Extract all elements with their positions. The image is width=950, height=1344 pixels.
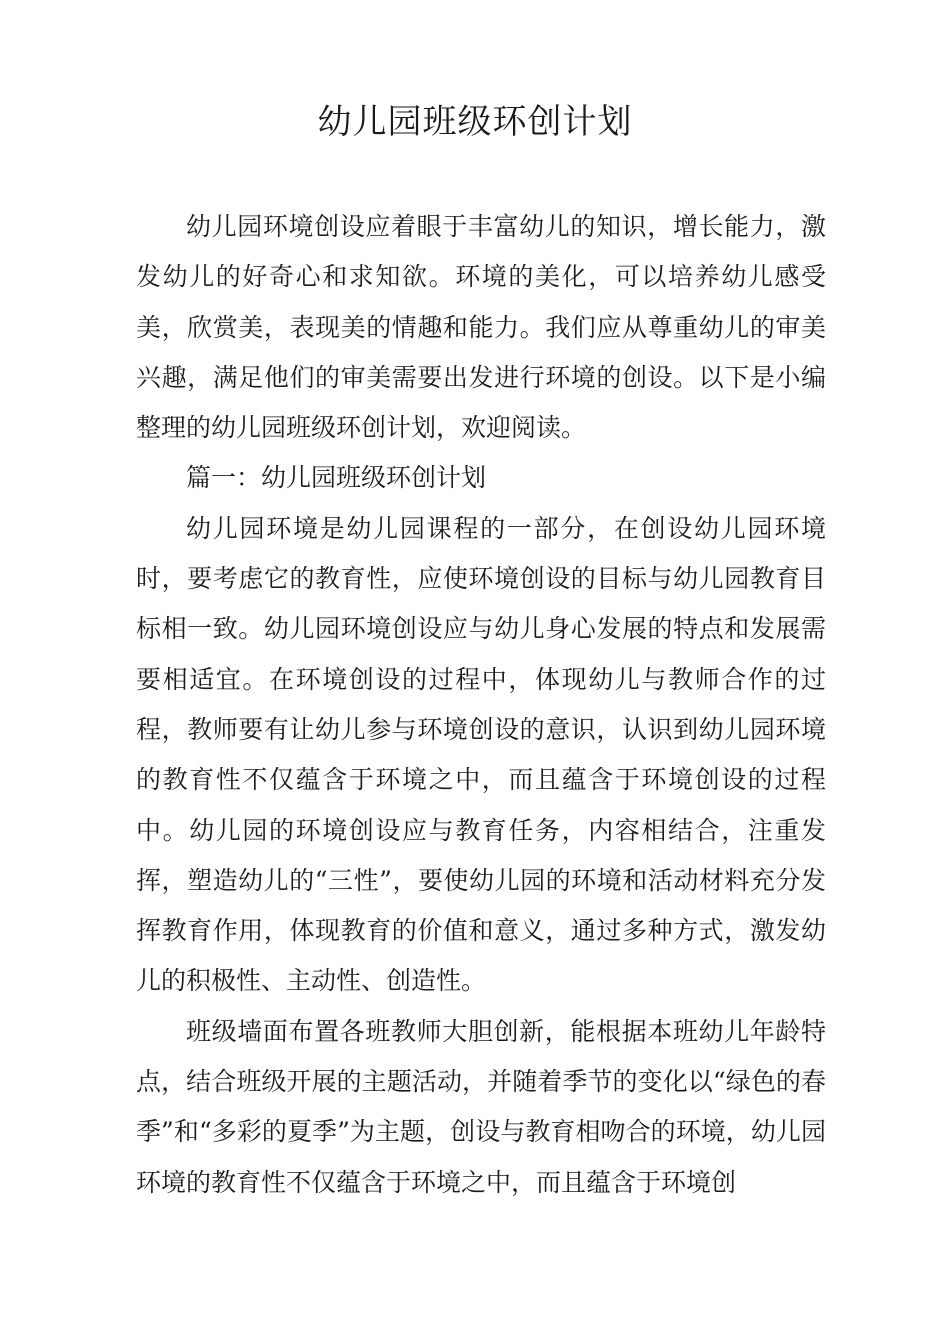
intro-paragraph: 幼儿园环境创设应着眼于丰富幼儿的知识，增长能力，激发幼儿的好奇心和求知欲。环境的美化，可以培养幼儿感受美，欣赏美，表现美的情趣和能力。我们应从尊重幼儿的审美兴趣，满足他们的审美需要出发进行环境的创设。以下是小编整理的幼儿园班级环创计划，欢迎阅读。	[136, 212, 826, 443]
document-body	[136, 202, 826, 1208]
document-title: 幼儿园班级环创计划	[317, 102, 633, 142]
section-heading: 篇一：幼儿园班级环创计划	[186, 463, 487, 493]
body-paragraph: 班级墙面布置各班教师大胆创新，能根据本班幼儿年龄特点，结合班级开展的主题活动，并随着季节的变化以“绿色的春季”和“多彩的夏季”为主题，创设与教育相吻合的环境，幼儿园环境的教育性不仅蕴含于环境之中，而且蕴含于环境创	[136, 1016, 826, 1197]
body-paragraph: 幼儿园环境是幼儿园课程的一部分，在创设幼儿园环境时，要考虑它的教育性，应使环境创设的目标与幼儿园教育目标相一致。幼儿园环境创设应与幼儿身心发展的特点和发展需要相适宜。在环境创设的过程中，体现幼儿与教师合作的过程，教师要有让幼儿参与环境创设的意识，认识到幼儿园环境的教育性不仅蕴含于环境之中，而且蕴含于环境创设的过程中。幼儿园的环境创设应与教育任务，内容相结合，注重发挥，塑造幼儿的“三性”，要使幼儿园的环境和活动材料充分发挥教育作用，体现教育的价值和意义，通过多种方式，激发幼儿的积极性、主动性、创造性。	[136, 513, 826, 996]
